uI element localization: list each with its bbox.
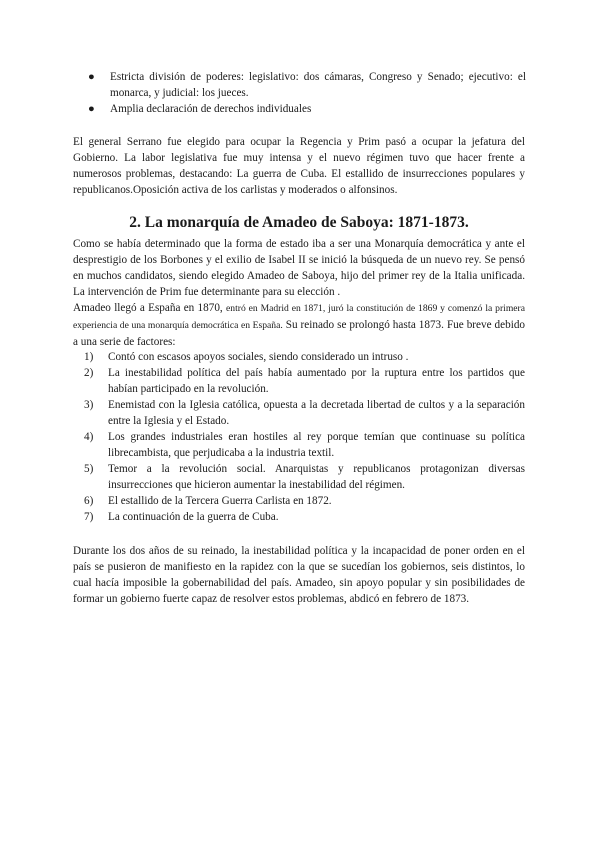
factor-number: 1) [84,351,94,363]
factor-item [84,429,525,461]
factor-text: La inestabilidad política del país había aumentado por la ruptura entre los partidos que habían participado en la revolución. [108,367,525,395]
bullet-item [84,69,526,101]
factor-text: Los grandes industriales eran hostiles al rey porque temían que continuase su política librecambista, que perjudicaba a la industria textil. [108,431,525,459]
paragraph-regency: El general Serrano fue elegido para ocupar la Regencia y Prim pasó a ocupar la jefatura del Gobierno. La labor legislativa fue muy intensa y el nuevo régimen tuvo que hacer frente a numerosos problemas, destacando: La guerra de Cuba. El estallido de insurrecciones populares y republicanos.Oposición activa de los carlistas y moderados o alfonsinos. [73,136,525,196]
factor-number: 2) [84,367,94,379]
factor-text: Enemistad con la Iglesia católica, opuesta a la decretada libertad de cultos y a la separación entre la Iglesia y el Estado. [108,399,525,427]
factor-text: El estallido de la Tercera Guerra Carlista en 1872. [108,495,332,507]
factor-text: Temor a la revolución social. Anarquistas y republicanos protagonizan diversas insurrecciones que hicieron aumentar la inestabilidad del régimen. [108,463,525,491]
factor-item [84,397,525,429]
bullet-dot-icon: ● [88,103,95,115]
factor-item [84,461,525,493]
factor-text: Contó con escasos apoyos sociales, siendo considerado un intruso . [108,351,409,363]
factor-number: 5) [84,463,94,475]
paragraph-amadeo [73,236,525,350]
paragraph-amadeo-part3: entró en Madrid en 1871, juró la constitución de 1869 y comenzó la primera experiencia de una monarquía democrática en España. [73,303,525,331]
bullet-text: Estricta división de poderes: legislativo: dos cámaras, Congreso y Senado; ejecutivo: el monarca, y judicial: los jueces. [110,71,526,99]
factor-item [84,365,525,397]
factor-number: 4) [84,431,94,443]
paragraph-abdication: Durante los dos años de su reinado, la inestabilidad política y la incapacidad de poner orden en el país se pusieron de manifiesto en la rapidez con la que se sucedían los gobiernos, seis distintos, lo cual hacía imposible la gobernabilidad del país. Amadeo, sin apoyo popular y sin posibilidades de formar un gobierno fuerte capaz de resolver estos problemas, abdicó en febrero de 1873. [73,545,525,605]
bullet-list [84,69,526,117]
bullet-text: Amplia declaración de derechos individuales [110,103,312,115]
bullet-dot-icon: ● [88,71,95,83]
factor-item [84,493,525,509]
factor-item [84,349,525,365]
bullet-item [84,101,526,117]
paragraph-amadeo-part2: Amadeo llegó a España en 1870, [73,302,227,314]
factor-number: 6) [84,495,94,507]
factor-number: 7) [84,511,94,523]
factor-item [84,509,525,525]
section-heading: 2. La monarquía de Amadeo de Saboya: 1871-1873. [129,214,469,231]
factors-list [84,349,525,525]
paragraph-amadeo-part1: Como se había determinado que la forma de estado iba a ser una Monarquía democrática y ante el desprestigio de los Borbones y el exilio de Isabel II se inició la búsqueda de un nuevo rey. Se pensó en muchos candidatos, siendo elegido Amadeo de Saboya, hijo del primer rey de la Italia unificada. La intervención de Prim fue determinante para su elección . [73,238,525,298]
factor-text: La continuación de la guerra de Cuba. [108,511,279,523]
factor-number: 3) [84,399,94,411]
paragraph-amadeo-part4: Su reinado se prolongó hasta 1873. Fue breve debido a una serie de factores: [73,319,526,348]
